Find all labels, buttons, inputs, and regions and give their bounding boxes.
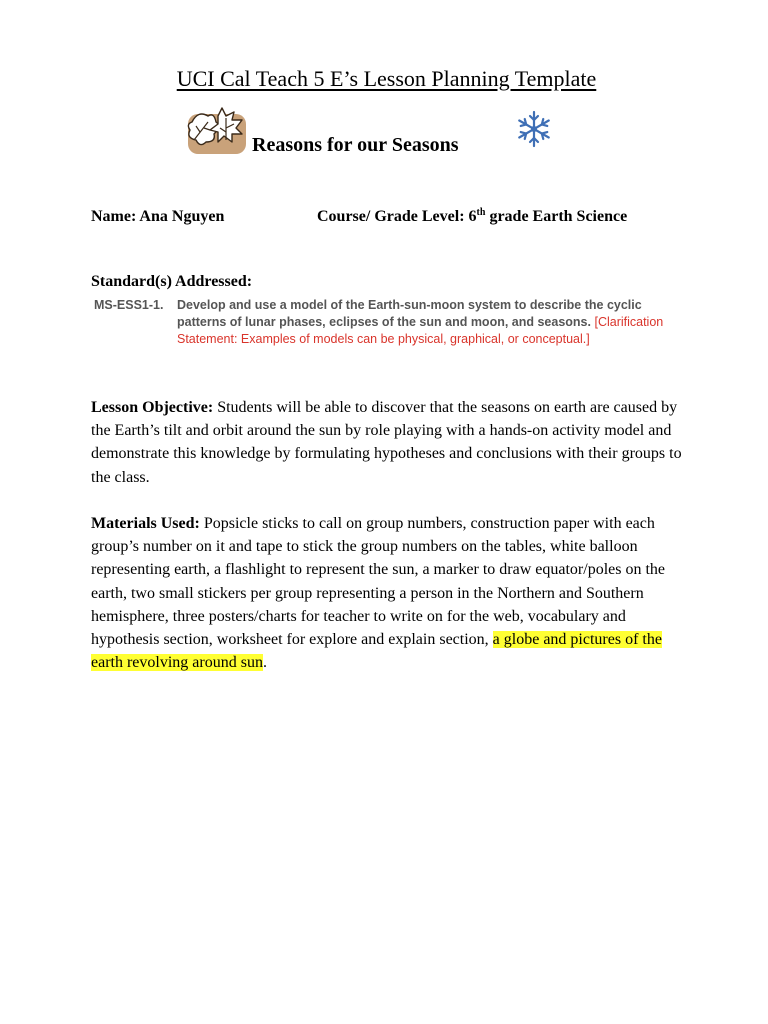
course-label: Course/ Grade Level: 6 <box>317 208 477 225</box>
snowflake-icon <box>514 109 554 149</box>
materials-highlighted-text: a globe and pictures of the earth revolving around sun <box>91 631 662 672</box>
standard-clarification: [Clarification Statement: Examples of models can be physical, graphical, or conceptual.] <box>177 315 664 346</box>
materials-label: Materials Used: <box>91 515 200 532</box>
teacher-name: Name: Ana Nguyen <box>91 208 225 225</box>
course-name: grade Earth Science <box>485 208 628 225</box>
autumn-leaves-icon <box>182 106 252 156</box>
standard-description: Develop and use a model of the Earth-sun-moon system to describe the cyclic patterns of lunar phases, eclipses of the sun and moon, and seasons. <box>177 298 642 329</box>
objective-label: Lesson Objective: <box>91 399 214 416</box>
materials-used <box>91 512 691 674</box>
standard-code: MS-ESS1-1. <box>94 298 164 312</box>
materials-end: . <box>262 654 267 672</box>
lesson-objective <box>91 396 691 489</box>
standard-text <box>177 297 667 348</box>
materials-text: Popsicle sticks to call on group numbers, construction paper with each group’s number on it and tape to stick the group numbers on the tables, white balloon representing earth, a flashlight to represent the sun, a marker to draw equator/poles on the earth, two small stickers per group representing a person in the Northern and Southern hemisphere, three posters/charts for teacher to write on for the web, vocabulary and hypothesis section, worksheet for explore and explain section, <box>91 515 666 649</box>
lesson-subtitle: Reasons for our Seasons <box>252 134 459 156</box>
course-ordinal-suffix: th <box>476 207 486 218</box>
course-grade-level <box>317 208 627 226</box>
standards-heading: Standard(s) Addressed: <box>91 273 253 290</box>
page-title: UCI Cal Teach 5 E’s Lesson Planning Template <box>176 66 597 91</box>
objective-text: Students will be able to discover that the seasons on earth are caused by the Earth’s tilt and orbit around the sun by role playing with a hands-on activity model and demonstrate this knowledge by formulating hypotheses and conclusions with their groups to the class. <box>91 399 682 486</box>
